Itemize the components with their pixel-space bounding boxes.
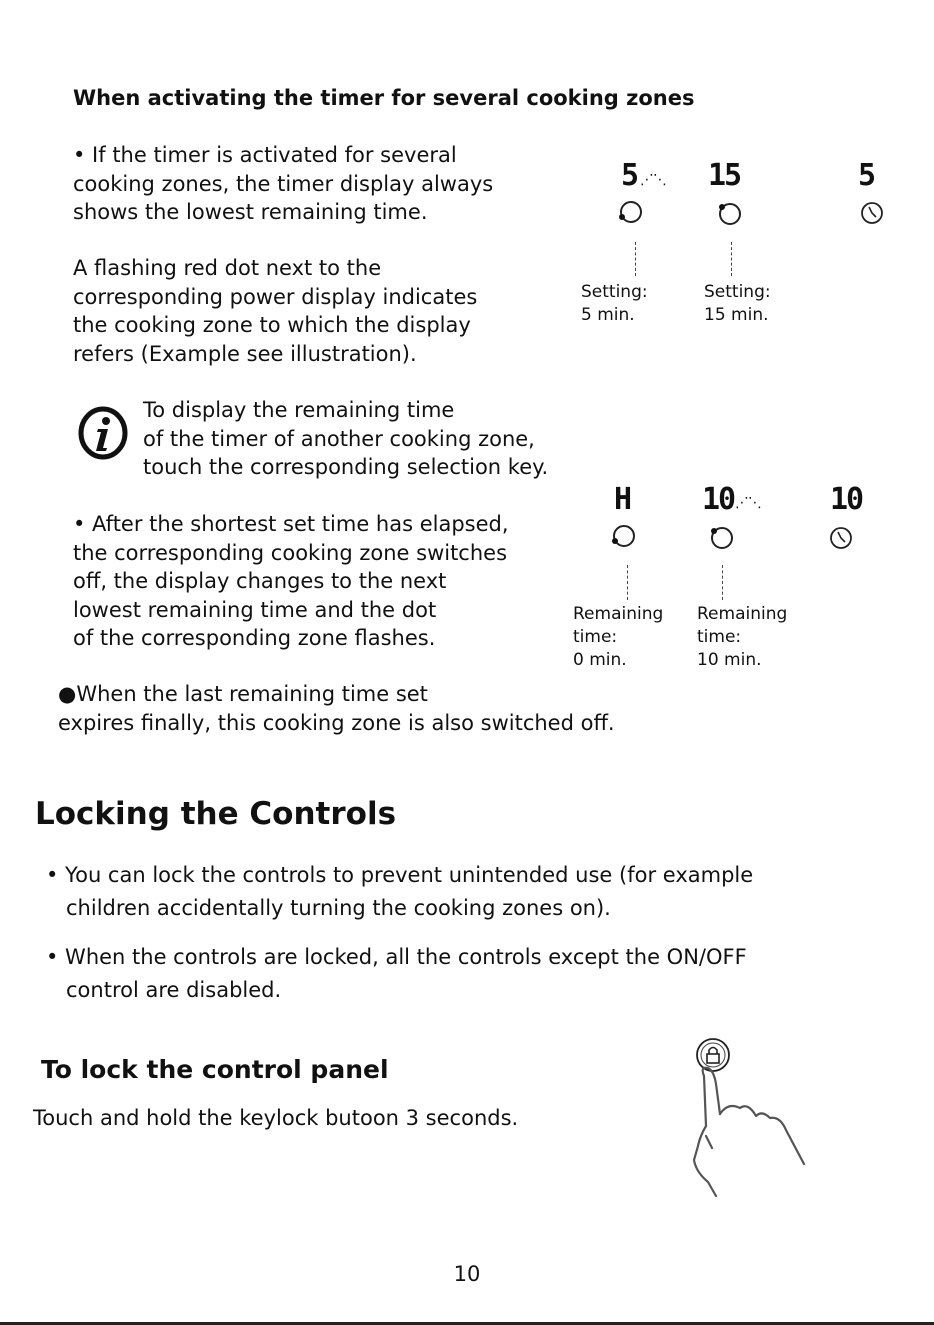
zone-key-2-icon xyxy=(711,527,733,549)
caption-remaining-2 xyxy=(697,603,787,672)
caption-line: 10 min. xyxy=(697,650,762,670)
text-line: • When the controls are locked, all the controls except the ON/OFF xyxy=(46,945,747,969)
text-line: • After the shortest set time has elapsed, xyxy=(73,512,509,536)
dashed-leader xyxy=(627,565,628,600)
paragraph-flashing-dot xyxy=(73,254,477,368)
text-line: expires finally, this cooking zone is also switched off. xyxy=(58,710,615,735)
caption-line: time: xyxy=(697,627,742,647)
text-line: of the timer of another cooking zone, xyxy=(143,426,535,451)
page-number: 10 xyxy=(453,1262,481,1286)
text-line: touch the corresponding selection key. xyxy=(143,455,549,479)
caption-line: 0 min. xyxy=(573,650,627,670)
text-line: lowest remaining time and the dot xyxy=(73,597,437,622)
lock-instruction: Touch and hold the keylock butoon 3 seconds. xyxy=(33,1106,519,1130)
info-icon xyxy=(76,404,132,462)
zone-key-1-icon xyxy=(620,201,642,223)
caption-line: Setting: xyxy=(704,282,771,302)
zone-display-1: H xyxy=(614,482,631,517)
caption-remaining-1 xyxy=(573,603,663,672)
caption-setting-2 xyxy=(704,281,771,327)
text-line: the cooking zone to which the display xyxy=(73,313,471,337)
zone-display-2: 10 xyxy=(702,482,735,517)
paragraph-shortest-elapsed xyxy=(73,510,509,653)
dashed-leader xyxy=(635,242,636,276)
text-line: children accidentally turning the cooking zones on). xyxy=(66,896,611,920)
text-line: corresponding power display indicates xyxy=(73,284,478,309)
caption-line: Setting: xyxy=(581,282,648,302)
caption-setting-1 xyxy=(581,281,648,327)
lock-icon xyxy=(697,1039,729,1071)
text-line: • You can lock the controls to prevent unintended use (for example xyxy=(46,863,754,887)
section-heading-lock-panel: To lock the control panel xyxy=(41,1055,389,1084)
zone-display-3: 5 xyxy=(858,158,875,193)
flashing-dot-icon: ⋰⋱ xyxy=(735,495,761,511)
text-line: the corresponding cooking zone switches xyxy=(73,540,508,565)
text-line: control are disabled. xyxy=(66,978,282,1002)
text-line: of the corresponding zone flashes. xyxy=(73,626,436,650)
zone-display-2: 15 xyxy=(708,158,741,193)
text-line: ●When the last remaining time set xyxy=(58,682,428,706)
info-note xyxy=(143,396,548,482)
text-line: off, the display changes to the next xyxy=(73,569,447,593)
clock-icon xyxy=(860,201,884,225)
caption-line: time: xyxy=(573,627,618,647)
bullet-controls-disabled xyxy=(46,941,747,1007)
bullet-lock-controls xyxy=(46,859,753,925)
paragraph-last-expires xyxy=(58,680,615,737)
keylock-illustration xyxy=(690,1036,820,1204)
section-heading-locking: Locking the Controls xyxy=(35,796,397,832)
caption-line: 5 min. xyxy=(581,305,635,325)
text-line: A flashing red dot next to the xyxy=(73,256,382,280)
flashing-dot-icon: ⋰⋱ xyxy=(640,172,666,188)
text-line: shows the lowest remaining time. xyxy=(73,200,428,224)
section-heading-timer: When activating the timer for several cooking zones xyxy=(73,86,695,110)
clock-icon xyxy=(829,526,853,550)
zone-key-2-icon xyxy=(719,203,741,225)
text-line: refers (Example see illustration). xyxy=(73,341,417,366)
zone-display-3: 10 xyxy=(830,482,863,517)
dashed-leader xyxy=(722,565,723,600)
zone-key-1-icon xyxy=(613,525,635,547)
caption-line: 15 min. xyxy=(704,305,769,325)
caption-line: Remaining xyxy=(573,604,664,624)
dashed-leader xyxy=(731,242,732,276)
text-line: cooking zones, the timer display always xyxy=(73,171,494,196)
paragraph-timer-several xyxy=(73,141,493,227)
text-line: To display the remaining time xyxy=(143,398,455,422)
hand-icon xyxy=(694,1068,804,1196)
text-line: • If the timer is activated for several xyxy=(73,143,457,167)
zone-display-1: 5 xyxy=(621,158,638,193)
caption-line: Remaining xyxy=(697,604,788,624)
